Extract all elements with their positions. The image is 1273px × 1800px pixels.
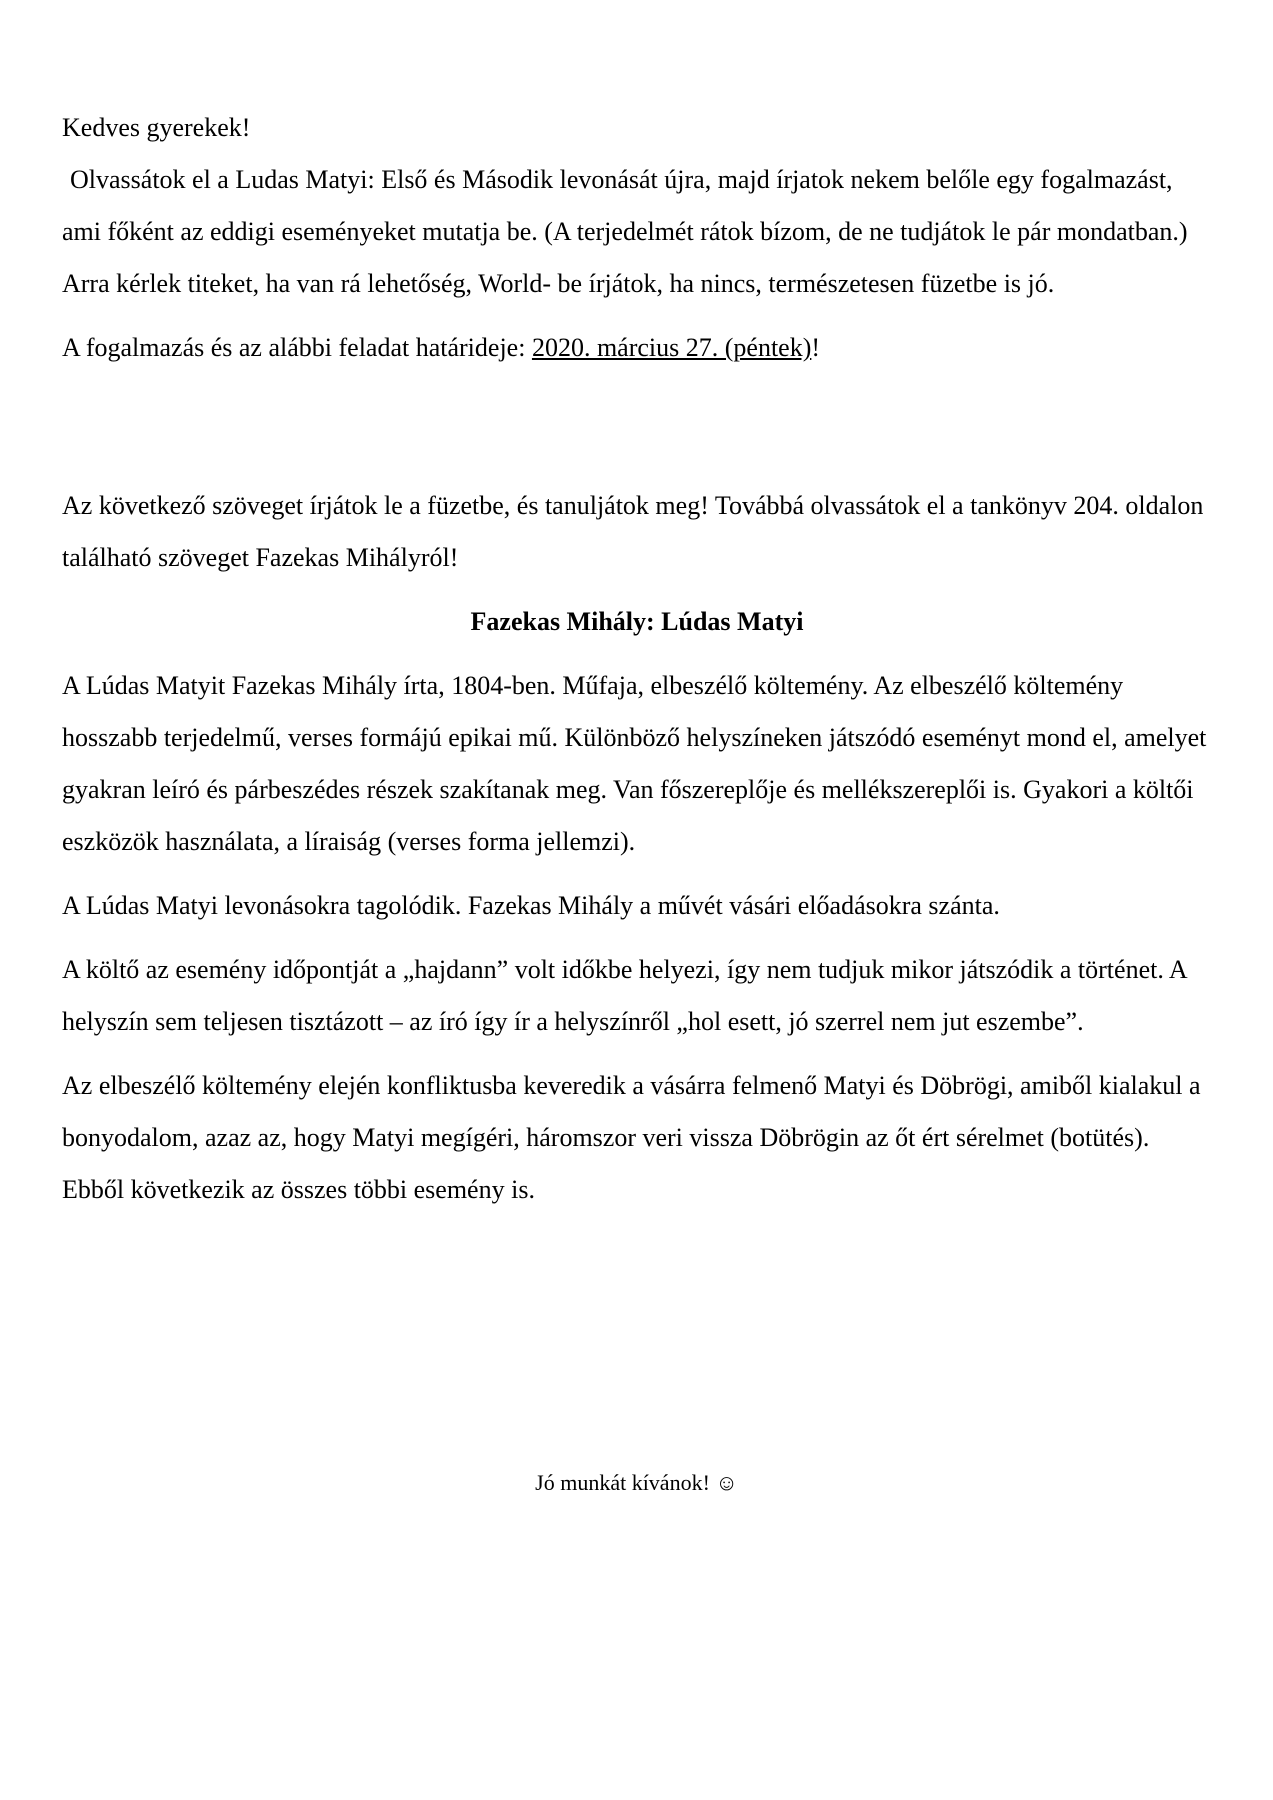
deadline-date: 2020. március 27. (péntek) bbox=[531, 333, 812, 362]
closing-line: Jó munkát kívánok! ☺ bbox=[535, 1470, 738, 1495]
spacer bbox=[62, 386, 1212, 480]
deadline-suffix: ! bbox=[811, 333, 821, 362]
document-body bbox=[62, 102, 1212, 1228]
body-paragraph-1: A Lúdas Matyit Fazekas Mihály írta, 1804-ben. Műfaja, elbeszélő költemény. Az elbeszélő költemény hosszabb terjedelmű, verses formájú epikai mű. Különböző helyszíneken játszódó eseményt mond el, amelyet gyakran leíró és párbeszédes részek szakítanak meg. Van főszereplője és mellékszereplői is. Gyakori a költői eszközök használata, a líraiság (verses forma jellemzi). bbox=[62, 671, 1207, 856]
section-heading: Fazekas Mihály: Lúdas Matyi bbox=[470, 607, 804, 636]
task-paragraph: Az következő szöveget írjátok le a füzetbe, és tanuljátok meg! Továbbá olvassátok el a tankönyv 204. oldalon található szöveget Fazekas Mihályról! bbox=[62, 491, 1204, 572]
body-paragraph-2: A Lúdas Matyi levonásokra tagolódik. Fazekas Mihály a művét vásári előadásokra szánta. bbox=[62, 891, 1000, 920]
deadline-paragraph bbox=[62, 322, 1212, 374]
body-paragraph-3: A költő az esemény időpontját a „hajdann” volt időkbe helyezi, így nem tudjuk mikor játszódik a történet. A helyszín sem teljesen tisztázott – az író így ír a helyszínről „hol esett, jó szerrel nem jut eszembe”. bbox=[62, 955, 1187, 1036]
body-paragraph-4: Az elbeszélő költemény elején konfliktusba keveredik a vásárra felmenő Matyi és Döbrögi, amiből kialakul a bonyodalom, azaz az, hogy Matyi megígéri, háromszor veri vissza Döbrögin az őt ért sérelmet (botütés). Ebből következik az összes többi esemény is. bbox=[62, 1071, 1201, 1204]
greeting: Kedves gyerekek! bbox=[62, 113, 251, 142]
deadline-prefix: A fogalmazás és az alábbi feladat határideje: bbox=[62, 333, 532, 362]
intro-paragraph: Olvassátok el a Ludas Matyi: Első és Második levonását újra, majd írjatok nekem belőle egy fogalmazást, ami főként az eddigi eseményeket mutatja be. (A terjedelmét rátok bízom, de ne tudjátok le pár mondatban.) Arra kérlek titeket, ha van rá lehetőség, World- be írjátok, ha nincs, természetesen füzetbe is jó. bbox=[62, 165, 1188, 298]
